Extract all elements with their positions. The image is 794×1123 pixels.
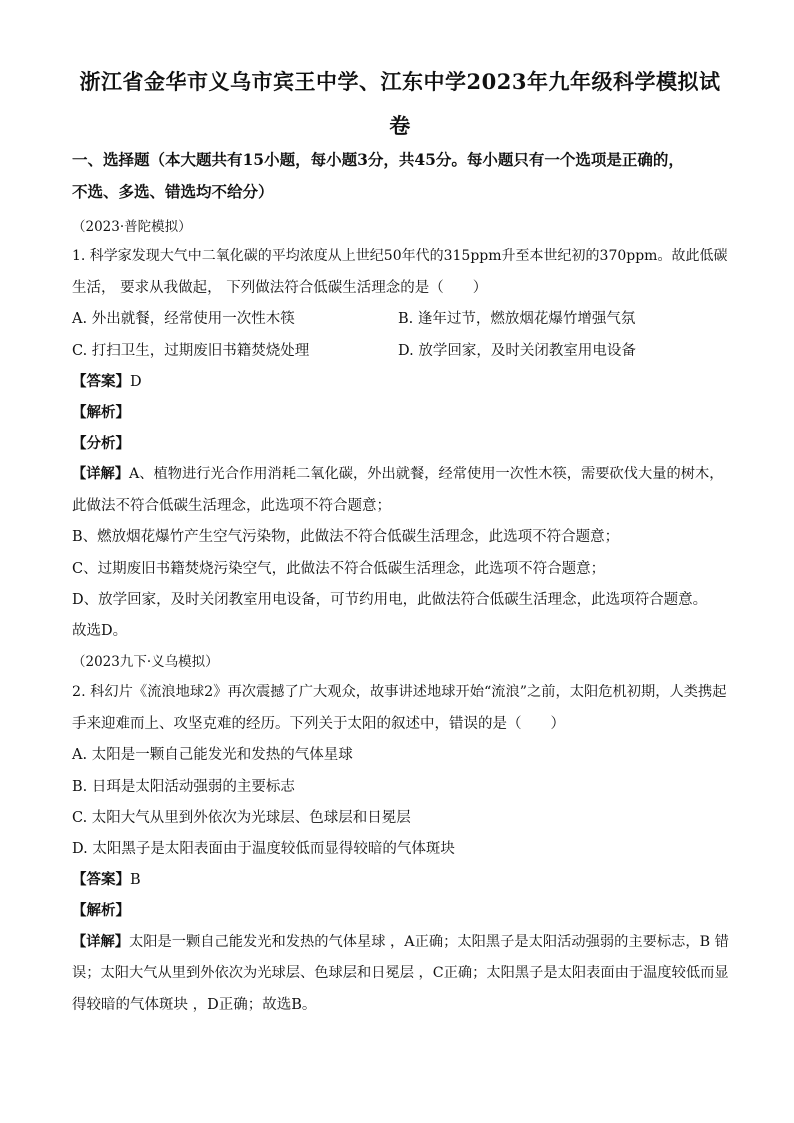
q1-option-c: C. 打扫卫生，过期废旧书籍焚烧处理 bbox=[72, 343, 310, 359]
q1-detail-line5: D、放学回家，及时关闭教室用电设备，可节约用电，此做法符合低碳生活理念，此选项符合题意。 bbox=[72, 592, 708, 608]
q2-option-c: C. 太阳大气从里到外依次为光球层、色球层和日冕层 bbox=[72, 810, 411, 826]
q2-answer-row bbox=[72, 868, 141, 889]
q1-detail-line1 bbox=[72, 463, 724, 483]
q2-stem-line2: 手来迎难而上、攻坚克难的经历。下列关于太阳的叙述中，错误的是（ ） bbox=[72, 716, 565, 732]
doc-title-line2: 卷 bbox=[389, 113, 411, 138]
q1-detail-line3: B、燃放烟花爆竹产生空气污染物，此做法不符合低碳生活理念，此选项不符合题意； bbox=[72, 529, 620, 545]
q1-answer-row bbox=[72, 370, 142, 391]
q1-analysis-tag: 【解析】 bbox=[72, 404, 130, 421]
q1-detail-line4: C、过期废旧书籍焚烧污染空气，此做法不符合低碳生活理念，此选项不符合题意； bbox=[72, 561, 606, 577]
q2-option-d: D. 太阳黑子是太阳表面由于温度较低而显得较暗的气体斑块 bbox=[72, 841, 455, 857]
q2-answer-value: B bbox=[130, 872, 141, 888]
q1-detail-text1: A、植物进行光合作用消耗二氧化碳，外出就餐，经常使用一次性木筷，需要砍伐大量的树木， bbox=[129, 466, 724, 482]
section-heading-line2: 不选、多选、错选均不给分） bbox=[72, 182, 274, 201]
q1-detail-tag: 【详解】 bbox=[72, 466, 130, 482]
q2-answer-tag: 【答案】 bbox=[72, 871, 130, 888]
q2-source: （2023九下·义乌模拟） bbox=[72, 654, 219, 670]
q2-option-a: A. 太阳是一颗自己能发光和发热的气体星球 bbox=[72, 747, 353, 763]
q1-option-d: D. 放学回家，及时关闭教室用电设备 bbox=[398, 343, 636, 359]
q1-stem-line1: 1. 科学家发现大气中二氧化碳的平均浓度从上世纪50年代的315ppm升至本世纪初的370ppm。故此低碳 bbox=[72, 248, 728, 264]
section-heading-line1: 一、选择题（本大题共有15小题，每小题3分，共45分。每小题只有一个选项是正确的， bbox=[72, 150, 684, 169]
q2-stem-line1: 2. 科幻片《流浪地球2》再次震撼了广大观众，故事讲述地球开始“流浪”之前，太阳危机初期，人类携起 bbox=[72, 684, 727, 700]
q1-detail-line6: 故选D。 bbox=[72, 623, 128, 639]
q2-option-b: B. 日珥是太阳活动强弱的主要标志 bbox=[72, 779, 295, 795]
q1-stem-line2: 生活， 要求从我做起， 下列做法符合低碳生活理念的是（ ） bbox=[72, 280, 488, 296]
q1-answer-tag: 【答案】 bbox=[72, 373, 130, 390]
q1-fenxi-tag: 【分析】 bbox=[72, 435, 130, 452]
q1-option-a: A. 外出就餐，经常使用一次性木筷 bbox=[72, 311, 295, 327]
q2-detail-line3: 得较暗的气体斑块 ，D正确；故选B。 bbox=[72, 997, 317, 1013]
q2-detail-text1: 太阳是一颗自己能发光和发热的气体星球 ，A正确；太阳黑子是太阳活动强弱的主要标志，B 错 bbox=[129, 934, 729, 950]
q1-source: （2023·普陀模拟） bbox=[72, 219, 192, 235]
doc-title-line1: 浙江省金华市义乌市宾王中学、江东中学2023年九年级科学模拟试 bbox=[79, 69, 721, 94]
q2-analysis-tag: 【解析】 bbox=[72, 902, 130, 919]
q1-detail-line2: 此做法不符合低碳生活理念，此选项不符合题意； bbox=[72, 498, 391, 514]
q1-answer-value: D bbox=[130, 374, 142, 390]
q2-detail-line1 bbox=[72, 931, 729, 951]
q2-detail-tag: 【详解】 bbox=[72, 934, 130, 950]
q2-detail-line2: 误；太阳大气从里到外依次为光球层、色球层和日冕层 ，C正确；太阳黑子是太阳表面由于温度较低而显 bbox=[72, 965, 729, 981]
q1-option-b: B. 逢年过节，燃放烟花爆竹增强气氛 bbox=[398, 311, 636, 327]
